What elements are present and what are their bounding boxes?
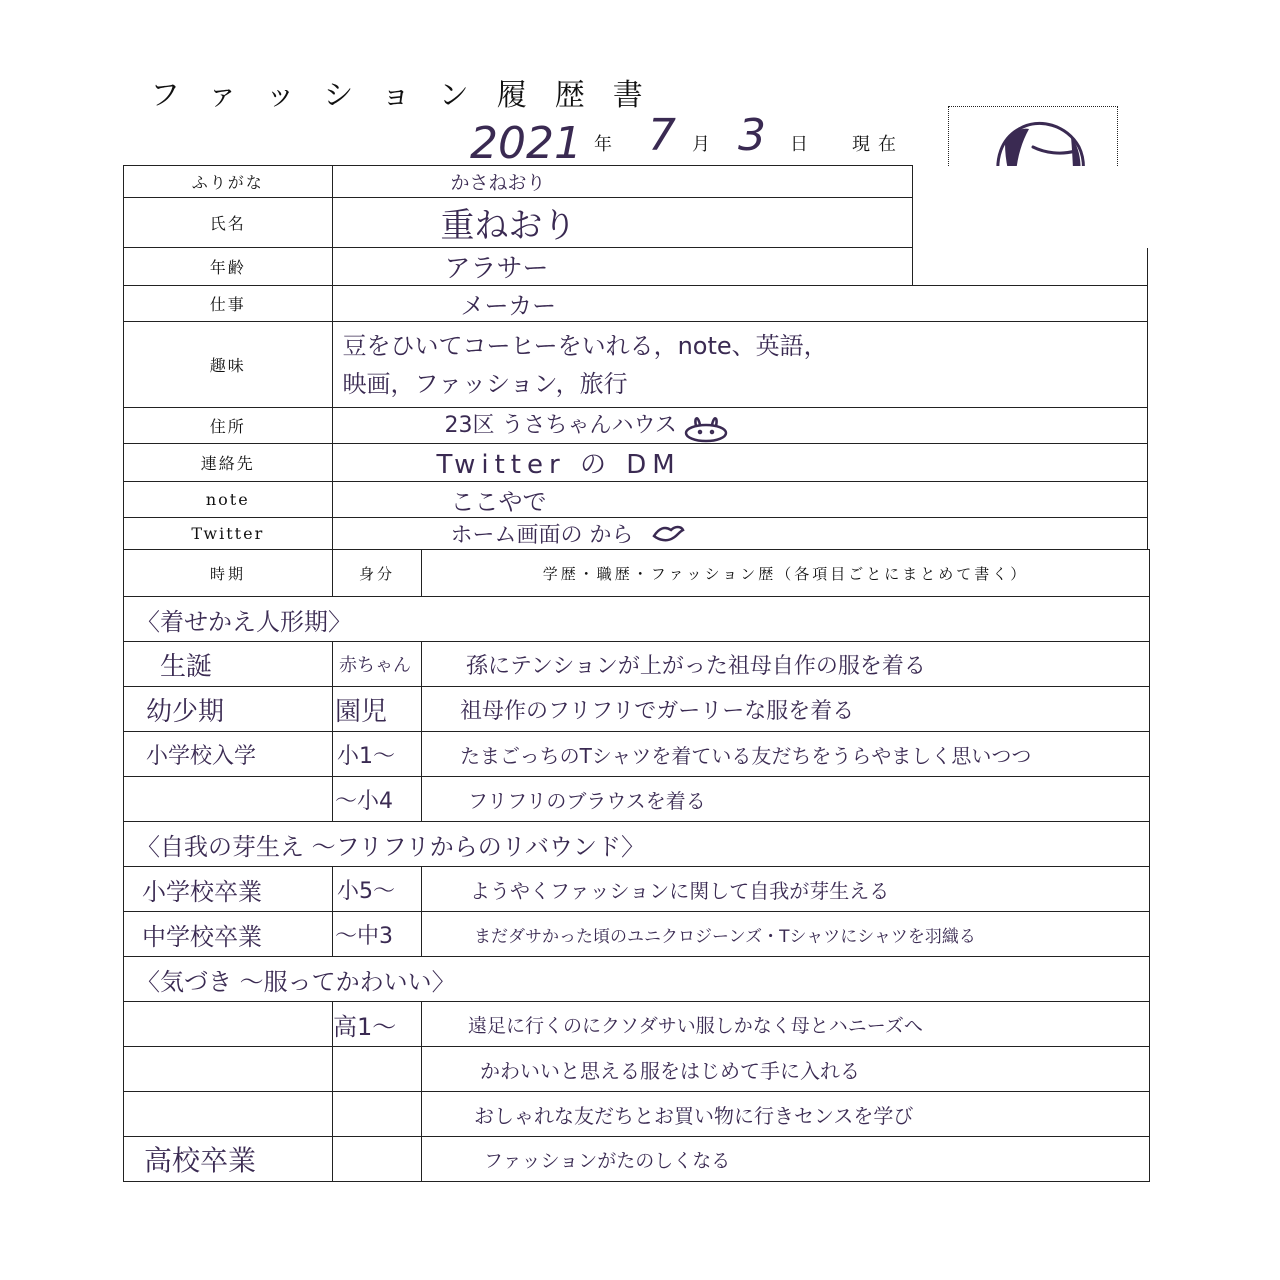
table-row <box>124 687 1150 732</box>
period-cell <box>124 777 333 822</box>
table-row <box>124 732 1150 777</box>
note-value: ここやで <box>332 481 1147 517</box>
header-description: 学歴・職歴・ファッション歴（各項目ごとにまとめて書く） <box>422 550 1150 597</box>
date-month-label: 月 <box>692 134 710 155</box>
note-label: note <box>124 481 333 517</box>
name-label: 氏名 <box>124 198 333 248</box>
contact-value: Twitter の DM <box>332 443 1147 481</box>
description-cell: たまごっちのTシャツを着ている友だちをうらやましく思いつつ <box>422 732 1150 777</box>
hobby-value: 豆をひいてコーヒーをいれる，note、英語， 映画，ファッション，旅行 <box>332 322 1147 408</box>
blank-cell <box>912 166 1147 198</box>
description-cell: 遠足に行くのにクソダサい服しかなく母とハニーズへ <box>422 1002 1150 1047</box>
description-cell: 祖母作のフリフリでガーリーな服を着る <box>422 687 1150 732</box>
period-cell: 生誕 <box>124 642 333 687</box>
era-spacer <box>422 597 1150 642</box>
period-cell <box>124 1092 333 1137</box>
description-cell: 孫にテンションが上がった祖母自作の服を着る <box>422 642 1150 687</box>
header-status: 身分 <box>333 550 422 597</box>
profile-table <box>123 165 1148 550</box>
date-month: 7 <box>648 110 676 161</box>
name-value: 重ねおり <box>332 198 912 248</box>
status-cell: 〜小4 <box>333 777 422 822</box>
era-heading: 〈自我の芽生え 〜フリフリからのリバウンド〉 <box>124 822 1150 867</box>
table-row <box>124 867 1150 912</box>
address-label: 住所 <box>124 408 333 444</box>
status-cell <box>333 1092 422 1137</box>
period-cell <box>124 1002 333 1047</box>
status-cell: 〜中3 <box>333 912 422 957</box>
period-cell: 小学校卒業 <box>124 867 333 912</box>
description-cell: ファッションがたのしくなる <box>422 1137 1150 1182</box>
table-row <box>124 1092 1150 1137</box>
table-row <box>124 1047 1150 1092</box>
hobby-label: 趣味 <box>124 322 333 408</box>
table-row <box>124 1002 1150 1047</box>
bird-icon <box>651 522 685 544</box>
period-cell: 小学校入学 <box>124 732 333 777</box>
table-row <box>124 777 1150 822</box>
description-cell: まだダサかった頃のユニクロジーンズ・Tシャツにシャツを羽織る <box>422 912 1150 957</box>
job-label: 仕事 <box>124 286 333 322</box>
era-heading: 〈着せかえ人形期〉 <box>124 597 422 642</box>
date-day-label: 日 <box>790 134 808 155</box>
blank-cell <box>912 248 1147 286</box>
table-row <box>124 597 1150 642</box>
status-cell: 高1〜 <box>333 1002 422 1047</box>
twitter-label: Twitter <box>124 517 333 549</box>
era-heading: 〈気づき 〜服ってかわいい〉 <box>124 957 1150 1002</box>
description-cell: かわいいと思える服をはじめて手に入れる <box>422 1047 1150 1092</box>
header-period: 時期 <box>124 550 333 597</box>
blank-cell <box>912 198 1147 248</box>
contact-label: 連絡先 <box>124 443 333 481</box>
history-table <box>123 549 1150 1182</box>
description-cell: ようやくファッションに関して自我が芽生える <box>422 867 1150 912</box>
date-year-label: 年 <box>594 134 612 155</box>
furigana-value: かさねおり <box>332 166 912 198</box>
status-cell: 赤ちゃん <box>333 642 422 687</box>
period-cell: 中学校卒業 <box>124 912 333 957</box>
status-cell: 小1〜 <box>333 732 422 777</box>
history-header-row <box>124 550 1150 597</box>
address-value: 23区 うさちゃんハウス <box>332 408 1147 444</box>
job-value: メーカー <box>332 286 1147 322</box>
status-cell <box>333 1137 422 1182</box>
table-row <box>124 642 1150 687</box>
twitter-value: ホーム画面の から <box>332 517 1147 549</box>
age-value: アラサー <box>332 248 912 286</box>
table-row <box>124 912 1150 957</box>
status-cell <box>333 1047 422 1092</box>
period-cell: 幼少期 <box>124 687 333 732</box>
status-cell: 園児 <box>333 687 422 732</box>
date-day: 3 <box>738 110 766 161</box>
period-cell <box>124 1047 333 1092</box>
status-cell: 小5〜 <box>333 867 422 912</box>
description-cell: おしゃれな友だちとお買い物に行きセンスを学び <box>422 1092 1150 1137</box>
period-cell: 高校卒業 <box>124 1137 333 1182</box>
age-label: 年齢 <box>124 248 333 286</box>
table-row <box>124 822 1150 867</box>
description-cell: フリフリのブラウスを着る <box>422 777 1150 822</box>
furigana-label: ふりがな <box>124 166 333 198</box>
date-as-of: 現在 <box>852 134 904 155</box>
date-year: 2021 <box>470 118 582 169</box>
bunny-icon <box>682 413 730 443</box>
page-title: ファッション履歴書 <box>150 78 671 113</box>
table-row <box>124 957 1150 1002</box>
table-row <box>124 1137 1150 1182</box>
